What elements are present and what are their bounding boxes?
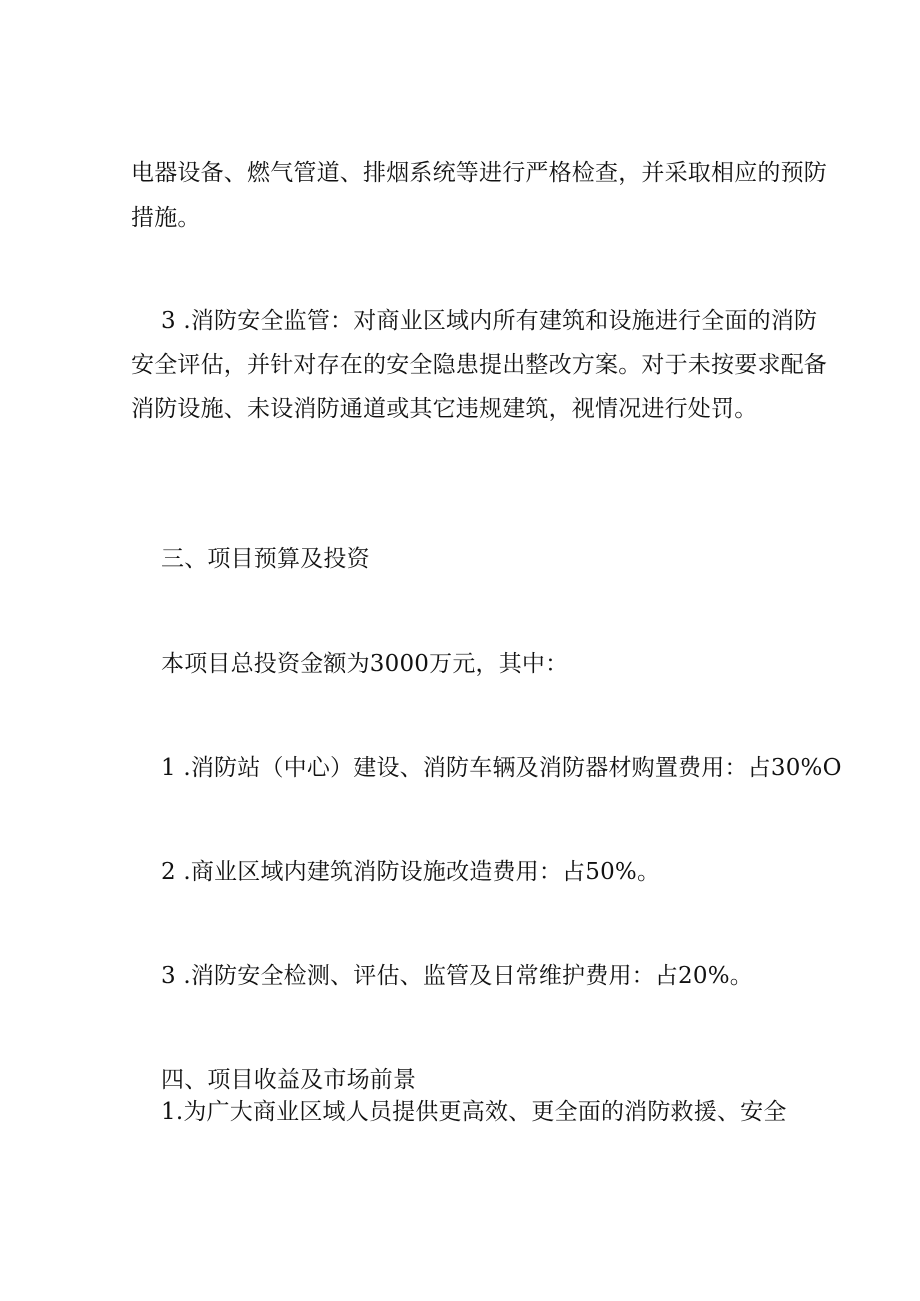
benefit-item-1: 1.为广大商业区域人员提供更高效、更全面的消防救援、安全	[161, 1099, 787, 1125]
item-3-line-3: 消防设施、未设消防通道或其它违规建筑，视情况进行处罚。	[131, 396, 758, 422]
budget-item-3: 3 .消防安全检测、评估、监管及日常维护费用：占20%。	[161, 963, 753, 989]
section-heading-benefits: 四、项目收益及市场前景	[161, 1067, 417, 1093]
item-3-line-1: 3 .消防安全监管：对商业区域内所有建筑和设施进行全面的消防	[161, 308, 818, 334]
paragraph-line-2: 措施。	[131, 205, 201, 231]
paragraph-line-1: 电器设备、燃气管道、排烟系统等进行严格检查，并采取相应的预防	[131, 160, 827, 186]
budget-item-1: 1 .消防站（中心）建设、消防车辆及消防器材购置费用：占30%O	[161, 755, 842, 781]
section-heading-budget: 三、项目预算及投资	[161, 546, 370, 572]
item-3-line-2: 安全评估，并针对存在的安全隐患提出整改方案。对于未按要求配备	[131, 352, 827, 378]
budget-item-2: 2 .商业区域内建筑消防设施改造费用：占50%。	[161, 859, 661, 885]
budget-total: 本项目总投资金额为3000万元，其中：	[161, 651, 569, 677]
